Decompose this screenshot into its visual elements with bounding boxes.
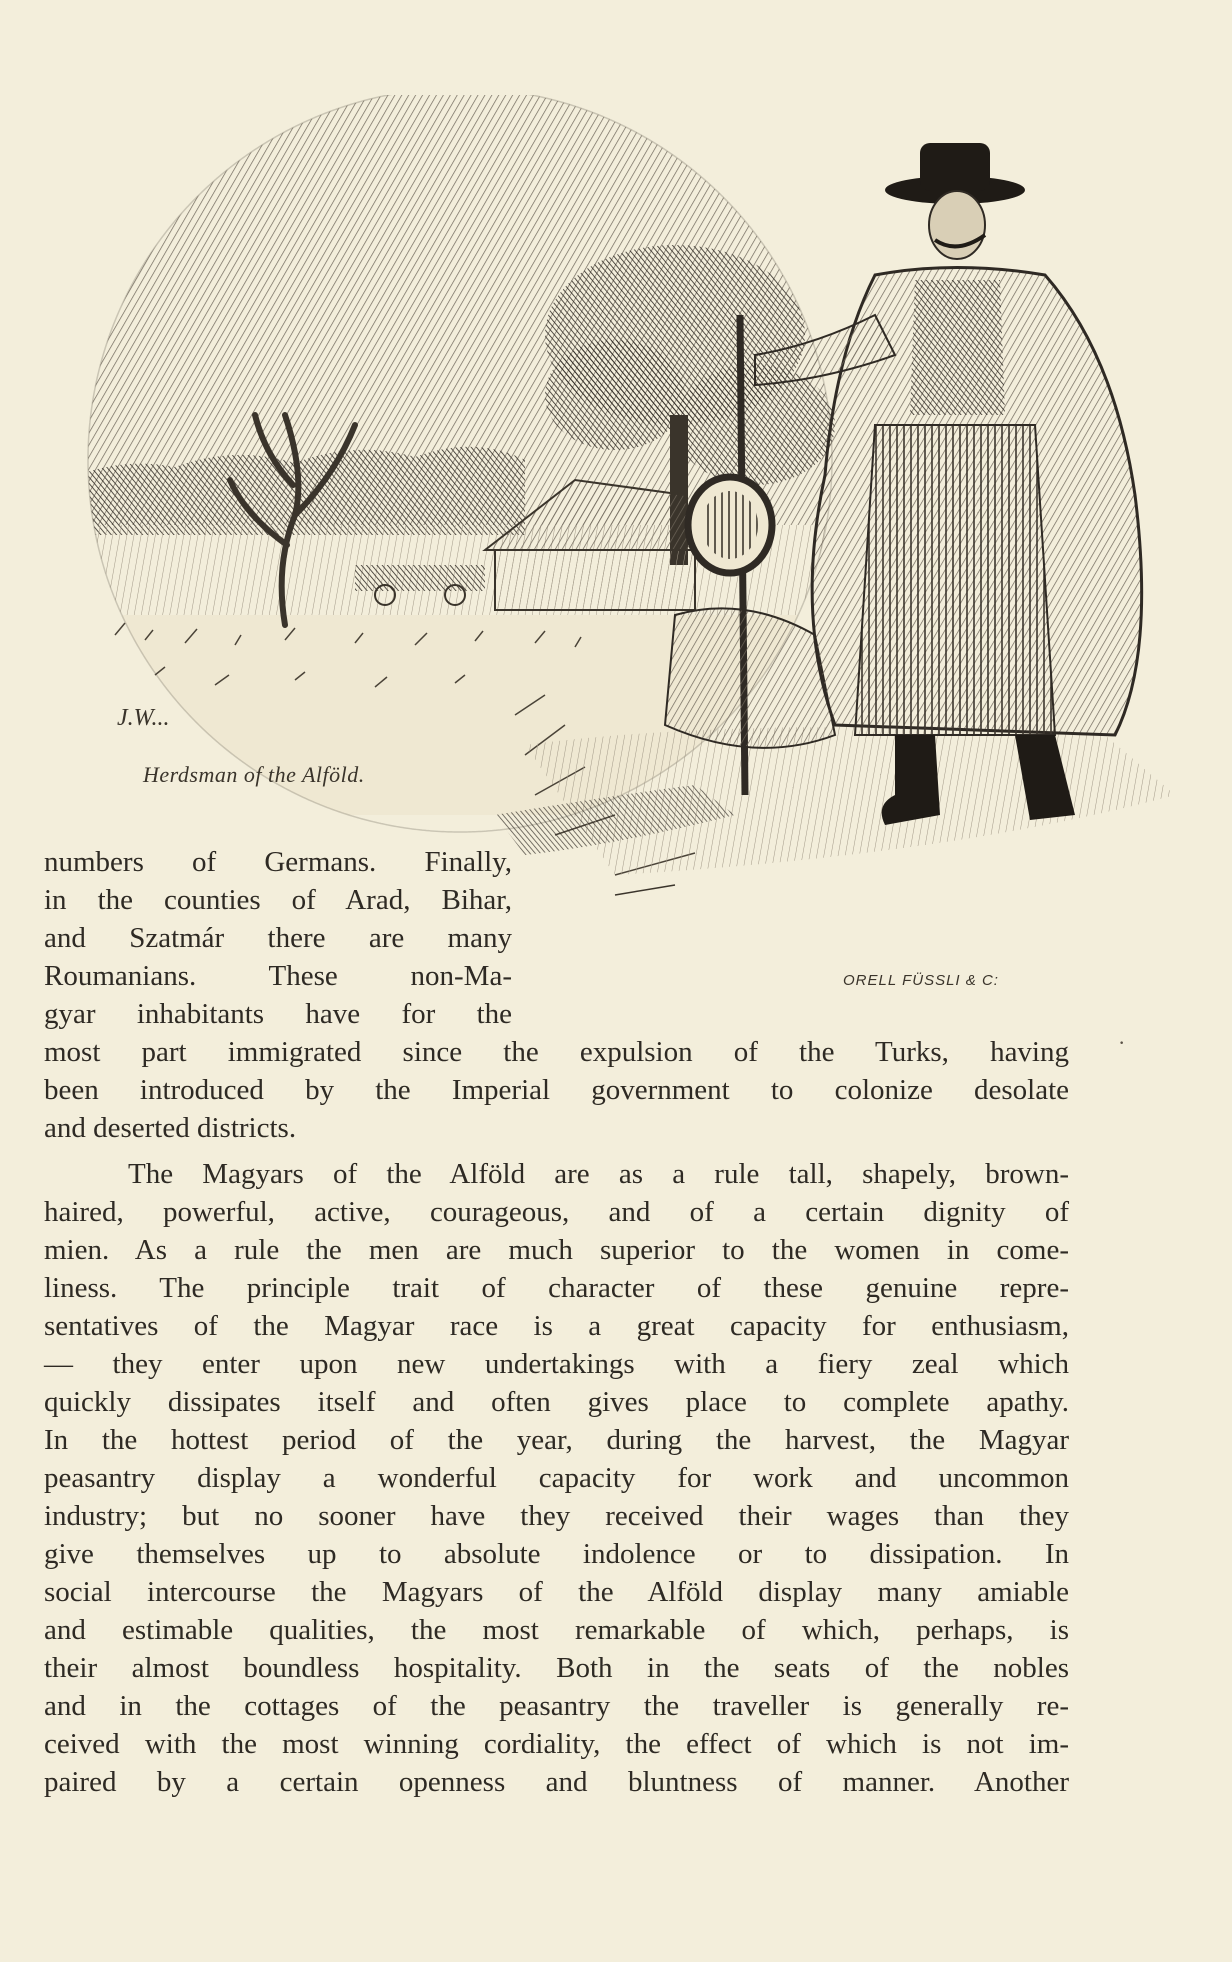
foreground-ground xyxy=(495,727,1175,875)
text-line: and deserted districts. xyxy=(44,1112,297,1144)
text-line: peasantry display a wonderful capacity for work and uncommon xyxy=(44,1462,1069,1494)
text-line: been introduced by the Imperial government to colonize desolate xyxy=(44,1074,1069,1106)
text-line: and estimable qualities, the most remarkable of which, perhaps, is xyxy=(44,1614,1069,1646)
text-line: their almost boundless hospitality. Both in the seats of the nobles xyxy=(44,1652,1069,1684)
text-line: haired, powerful, active, courageous, and of a certain dignity of xyxy=(44,1196,1069,1228)
text-line: most part immigrated since the expulsion of the Turks, having xyxy=(44,1036,1069,1068)
text-line: social intercourse the Magyars of the Alföld display many amiable xyxy=(44,1576,1069,1608)
margin-dot: · xyxy=(1118,1030,1126,1055)
figure-caption: Herdsman of the Alföld. xyxy=(143,762,365,787)
bundle xyxy=(665,608,835,748)
text-line: liness. The principle trait of character of these genuine repre- xyxy=(44,1272,1069,1304)
paragraph-2 xyxy=(44,1155,1069,1801)
text-line: mien. As a rule the men are much superior to the women in come- xyxy=(44,1234,1069,1266)
text-line: Roumanians. These non-Ma- xyxy=(44,960,512,992)
text-line: ceived with the most winning cordiality, the effect of which is not im- xyxy=(44,1728,1069,1760)
text-line: give themselves up to absolute indolence or to dissipation. In xyxy=(44,1538,1069,1570)
text-line: and in the cottages of the peasantry the traveller is generally re- xyxy=(44,1690,1069,1722)
text-line: gyar inhabitants have for the xyxy=(44,998,512,1030)
text-line: numbers of Germans. Finally, xyxy=(44,846,512,878)
text-line: industry; but no sooner have they received their wages than they xyxy=(44,1500,1069,1532)
text-line: The Magyars of the Alföld are as a rule tall, shapely, brown- xyxy=(128,1158,1069,1190)
text-line: and Szatmár there are many xyxy=(44,922,512,954)
text-line: in the counties of Arad, Bihar, xyxy=(44,884,512,916)
text-line: paired by a certain openness and bluntness of manner. Another xyxy=(44,1766,1069,1798)
text-line: quickly dissipates itself and often gives place to complete apathy. xyxy=(44,1386,1069,1418)
flask xyxy=(688,477,772,573)
text-line: In the hottest period of the year, during the harvest, the Magyar xyxy=(44,1424,1069,1456)
engraver-credit: ORELL FÜSSLI & C: xyxy=(843,972,999,989)
paragraph-1 xyxy=(44,1033,1069,1147)
text-line: — they enter upon new undertakings with a fiery zeal which xyxy=(44,1348,1069,1380)
text-line: sentatives of the Magyar race is a great capacity for enthusiasm, xyxy=(44,1310,1069,1342)
artist-signature: J.W... xyxy=(117,705,170,731)
